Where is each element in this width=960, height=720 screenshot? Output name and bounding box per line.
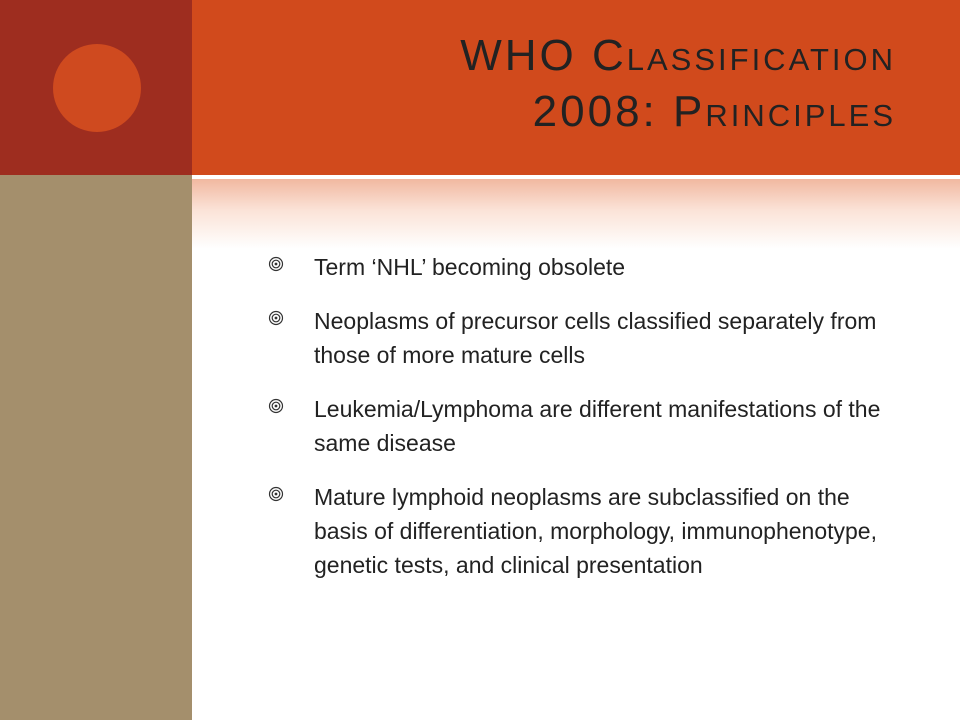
bullet-item	[262, 304, 902, 372]
bullet-item	[262, 392, 902, 460]
left-decor-panel-bottom	[0, 175, 192, 720]
bullet-text: Term ‘NHL’ becoming obsolete	[314, 254, 626, 280]
decorative-circle	[53, 44, 141, 132]
bullet-item	[262, 480, 902, 582]
bullet-item	[262, 250, 902, 284]
bullet-text: Leukemia/Lymphoma are different manifestations of the same disease	[314, 396, 881, 456]
slide-title-line-1: WHO Classification	[460, 31, 896, 80]
bullet-icon	[268, 256, 284, 272]
bullet-icon	[268, 310, 284, 326]
bullet-icon	[268, 486, 284, 502]
slide-title-line-2: 2008: Principles	[532, 87, 896, 136]
bullet-list	[262, 250, 902, 602]
bullet-text: Mature lymphoid neoplasms are subclassified on the basis of differentiation, morphology, immunophenotype, genetic tests, and clinical presentation	[314, 484, 877, 578]
bullet-text: Neoplasms of precursor cells classified separately from those of more mature cells	[314, 308, 877, 368]
bullet-icon	[268, 398, 284, 414]
slide-title	[256, 28, 896, 140]
title-gradient-band	[192, 179, 960, 249]
